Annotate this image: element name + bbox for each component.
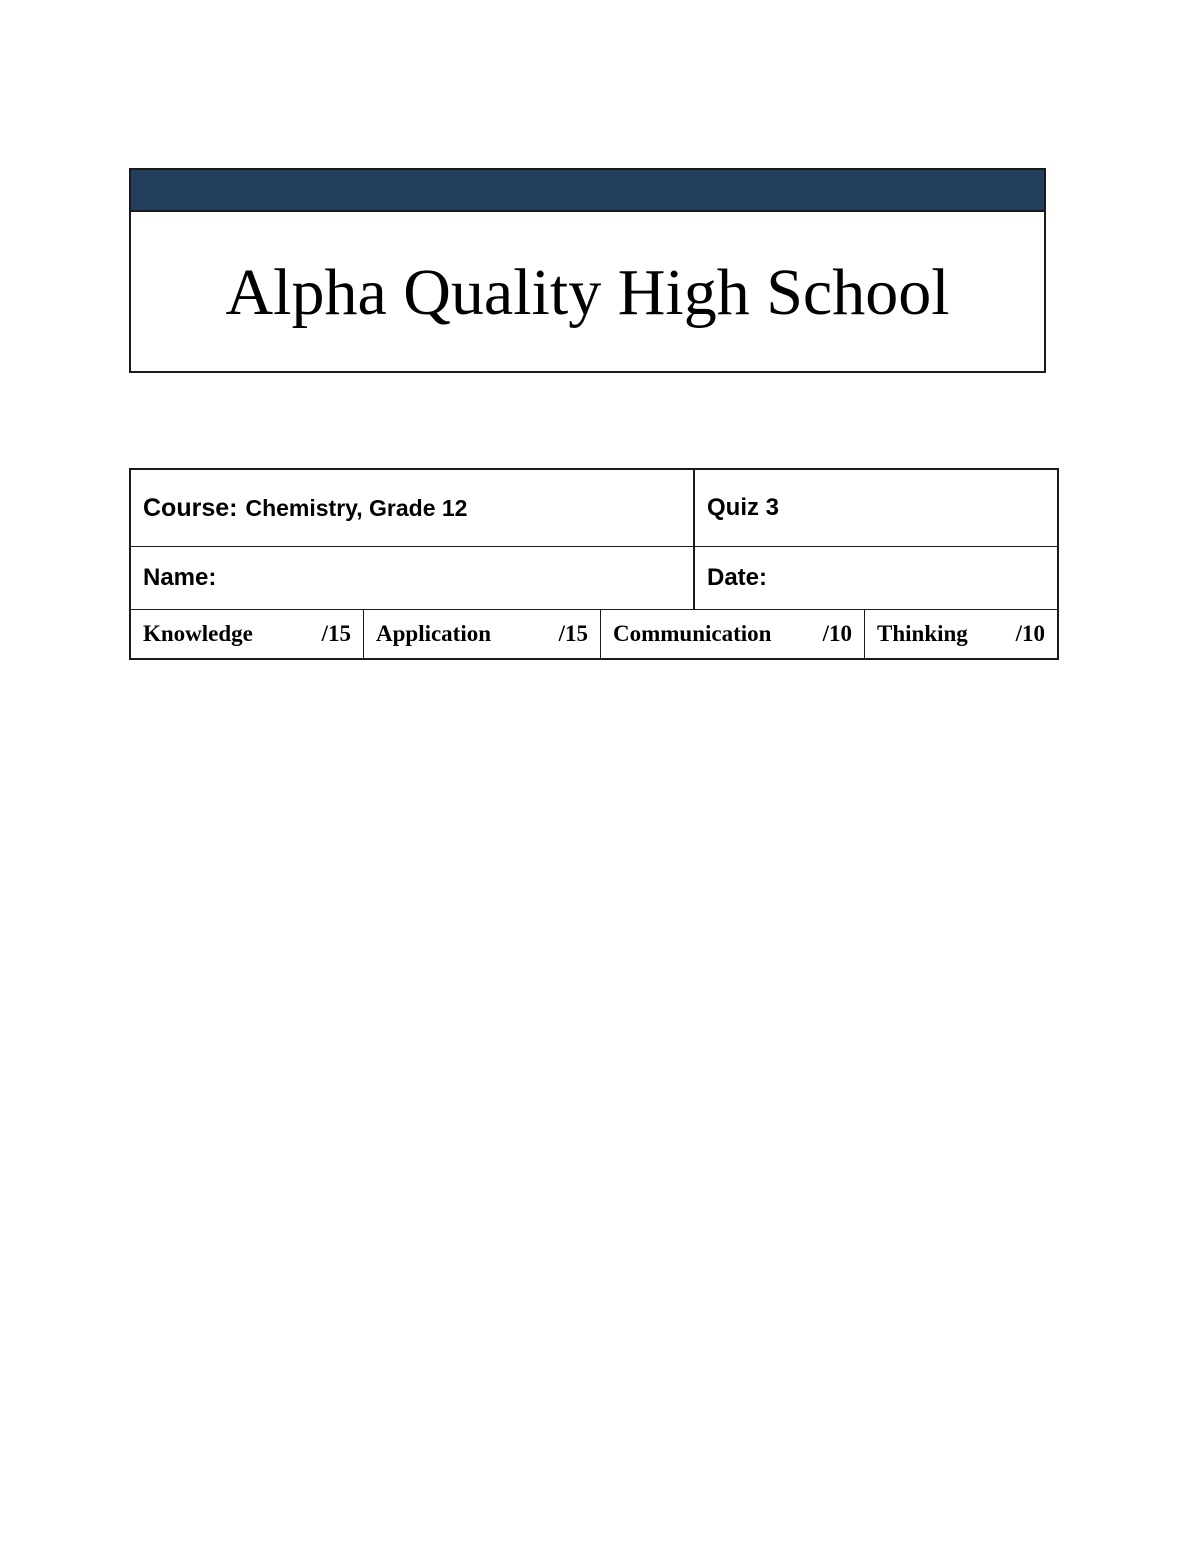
score-category: Communication: [613, 621, 772, 646]
course-cell: [131, 470, 695, 546]
score-out-of: /10: [1015, 621, 1045, 646]
quiz-label: Quiz 3: [707, 494, 780, 521]
quiz-info-table: [129, 468, 1059, 660]
name-label: Name:: [143, 564, 217, 591]
quiz-cell: [695, 470, 1057, 546]
header-color-bar: [131, 170, 1044, 212]
score-out-of: /15: [321, 621, 351, 646]
date-cell: [695, 547, 1057, 609]
course-label: Course:: [143, 493, 238, 522]
score-cell-thinking: [865, 610, 1057, 658]
score-category: Knowledge: [143, 621, 253, 646]
name-cell: [131, 547, 695, 609]
score-category: Application: [376, 621, 492, 646]
name-row: [131, 547, 1057, 610]
date-label: Date:: [707, 564, 768, 591]
score-out-of: /10: [822, 621, 852, 646]
score-cell-application: [364, 610, 601, 658]
score-cell-knowledge: [131, 610, 364, 658]
course-value: Chemistry, Grade 12: [245, 494, 468, 521]
score-out-of: /15: [558, 621, 588, 646]
school-header: [129, 168, 1046, 373]
score-cell-communication: [601, 610, 865, 658]
school-name: Alpha Quality High School: [225, 256, 950, 329]
score-category: Thinking: [877, 621, 968, 646]
course-row: [131, 470, 1057, 547]
scores-row: [131, 610, 1057, 658]
